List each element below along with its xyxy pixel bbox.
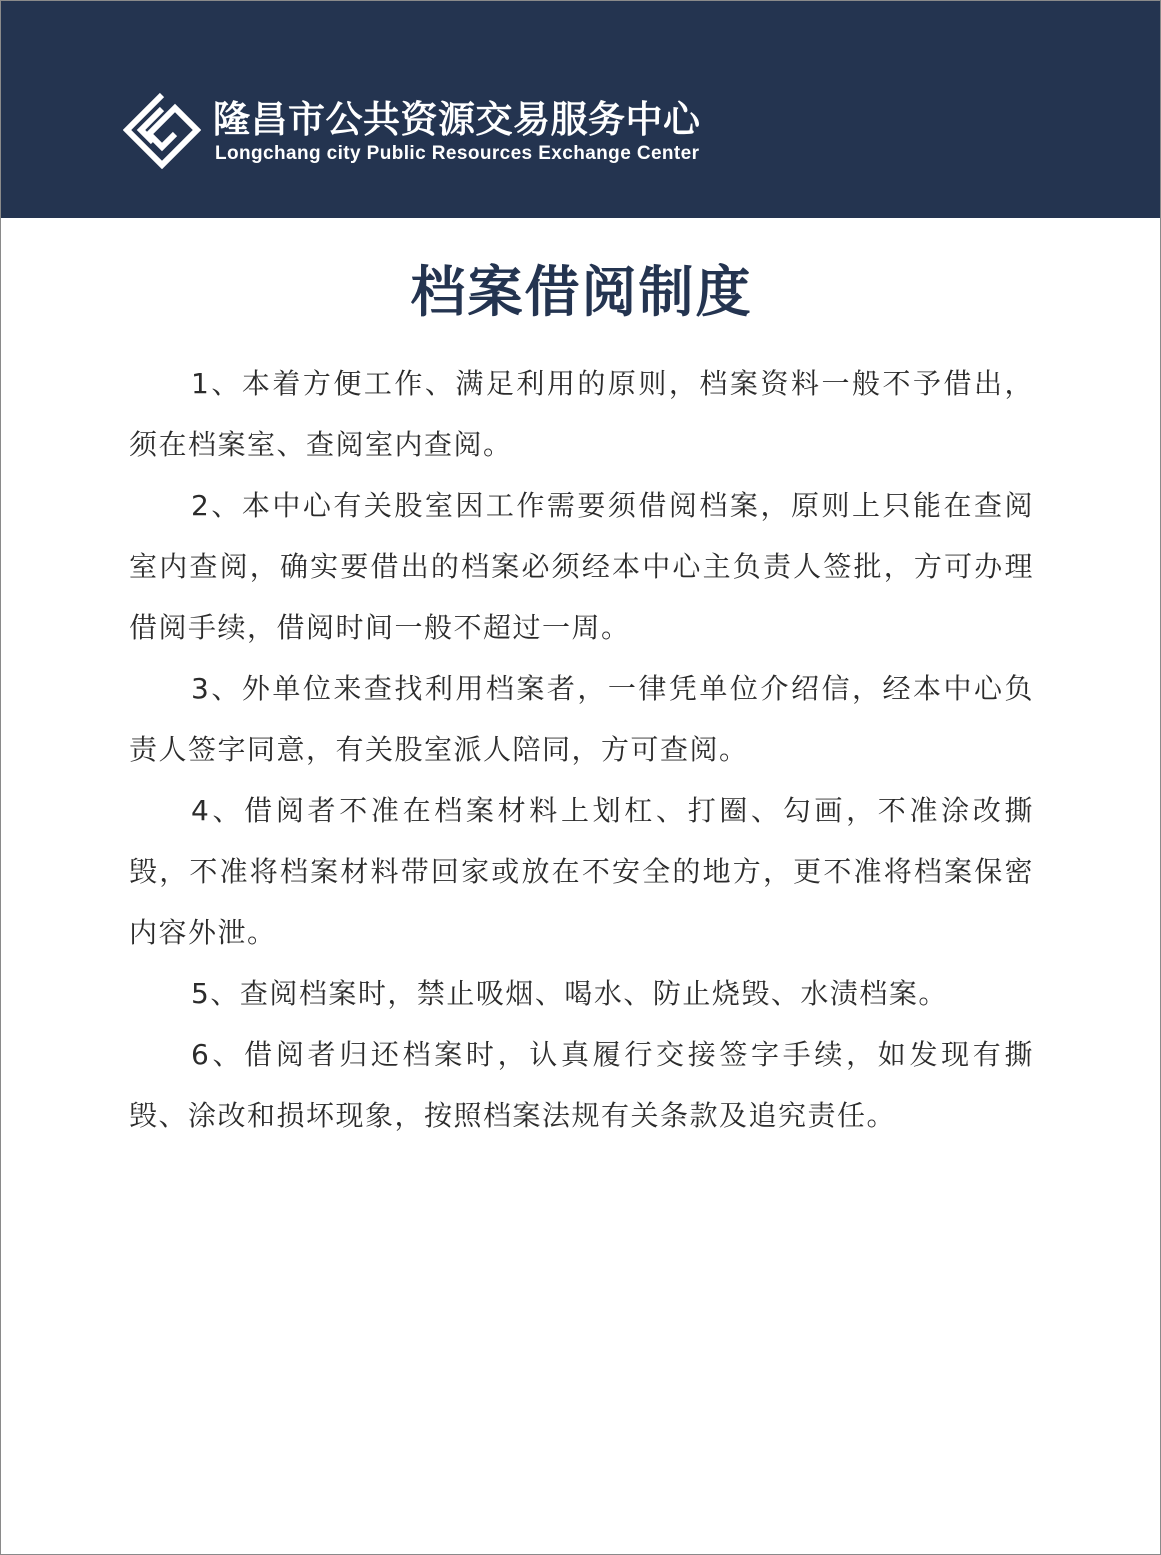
rule-item: 1、本着方便工作、满足利用的原则，档案资料一般不予借出，须在档案室、查阅室内查阅。 xyxy=(129,367,1034,461)
header-banner xyxy=(1,1,1161,218)
rules-list xyxy=(129,353,1034,1146)
organization-name-english: Longchang city Public Resources Exchange Center xyxy=(215,143,700,164)
rule-item: 3、外单位来查找利用档案者，一律凭单位介绍信，经本中心负责人签字同意，有关股室派人陪同，方可查阅。 xyxy=(129,672,1034,766)
document-title: 档案借阅制度 xyxy=(410,260,753,324)
rule-item: 6、借阅者归还档案时，认真履行交接签字手续，如发现有撕毁、涂改和损坏现象，按照档案法规有关条款及追究责任。 xyxy=(129,1038,1034,1132)
organization-name-chinese: 隆昌市公共资源交易服务中心 xyxy=(213,98,701,141)
rule-item: 4、借阅者不准在档案材料上划杠、打圈、勾画，不准涂改撕毁，不准将档案材料带回家或放在不安全的地方，更不准将档案保密内容外泄。 xyxy=(129,794,1034,949)
interlocking-diamond-logo-icon xyxy=(123,91,201,169)
rule-item: 2、本中心有关股室因工作需要须借阅档案，原则上只能在查阅室内查阅，确实要借出的档案必须经本中心主负责人签批，方可办理借阅手续，借阅时间一般不超过一周。 xyxy=(129,489,1034,644)
rule-item: 5、查阅档案时，禁止吸烟、喝水、防止烧毁、水渍档案。 xyxy=(191,977,948,1010)
